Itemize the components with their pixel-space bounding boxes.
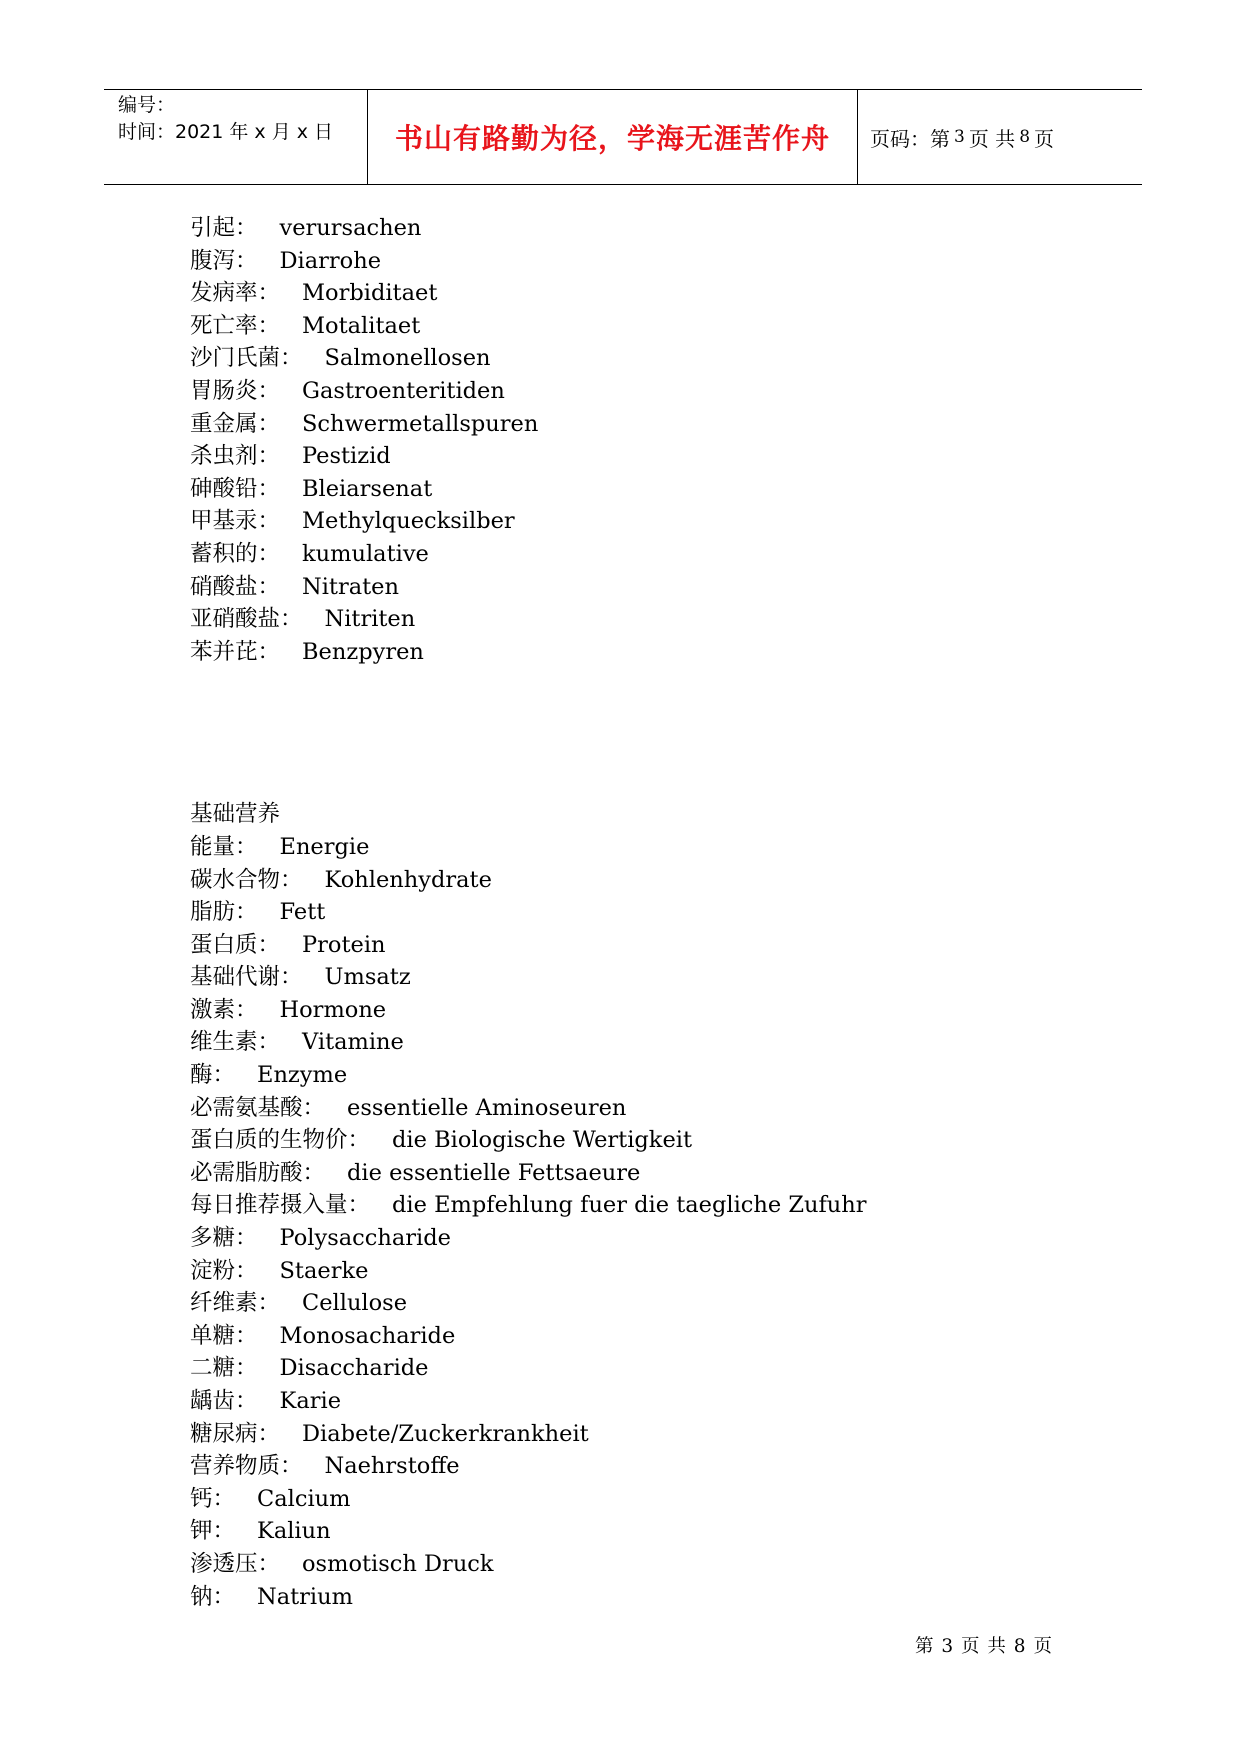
german-term: Polysaccharide xyxy=(279,1225,451,1252)
german-term: Pestizid xyxy=(302,443,391,470)
german-term: essentielle Aminoseuren xyxy=(347,1094,627,1121)
chinese-term: 多糖： xyxy=(190,1225,258,1252)
page-prefix: 页码：第 xyxy=(870,126,950,151)
vocab-row xyxy=(190,277,1090,310)
german-term: Staerke xyxy=(279,1257,369,1284)
page-suffix: 页 xyxy=(1034,126,1055,151)
chinese-term: 蛋白质： xyxy=(190,931,281,958)
chinese-term: 淀粉： xyxy=(190,1257,258,1284)
page-current: 3 xyxy=(954,127,965,147)
vocab-row xyxy=(190,473,1090,506)
section-gap xyxy=(190,668,1090,798)
chinese-term: 死亡率： xyxy=(190,312,281,339)
vocab-row xyxy=(190,375,1090,408)
vocab-row xyxy=(190,1026,1090,1059)
vocab-row xyxy=(190,636,1090,669)
vocab-row xyxy=(190,896,1090,929)
vocab-row xyxy=(190,831,1090,864)
vocab-row xyxy=(190,571,1090,604)
time-label: 时间：2021 年 x 月 x 日 xyxy=(118,121,334,143)
chinese-term: 营养物质： xyxy=(190,1453,303,1480)
german-term: Gastroenteritiden xyxy=(302,377,505,404)
german-term: Nitraten xyxy=(302,573,399,600)
chinese-term: 糖尿病： xyxy=(190,1420,281,1447)
vocab-row xyxy=(190,1255,1090,1288)
page-total: 8 xyxy=(1019,127,1031,147)
german-term: Cellulose xyxy=(302,1290,408,1317)
chinese-term: 渗透压： xyxy=(190,1550,281,1577)
chinese-term: 基础代谢： xyxy=(190,964,303,991)
vocab-row xyxy=(190,342,1090,375)
vocab-row xyxy=(190,505,1090,538)
vocab-row xyxy=(190,994,1090,1027)
vocab-row xyxy=(190,1059,1090,1092)
vocab-row xyxy=(190,1515,1090,1548)
chinese-term: 重金属： xyxy=(190,410,281,437)
vocab-row xyxy=(190,1320,1090,1353)
chinese-term: 亚硝酸盐： xyxy=(190,606,303,633)
chinese-term: 龋齿： xyxy=(190,1388,258,1414)
chinese-term: 酶： xyxy=(190,1062,236,1089)
chinese-term: 必需氨基酸： xyxy=(190,1094,326,1121)
german-term: Benzpyren xyxy=(302,638,424,665)
vocab-row xyxy=(190,1222,1090,1255)
vocab-row xyxy=(190,864,1090,897)
german-term: Enzyme xyxy=(257,1062,348,1089)
german-term: die Empfehlung fuer die taegliche Zufuhr xyxy=(392,1192,867,1219)
chinese-term: 引起： xyxy=(190,215,258,241)
vocab-row xyxy=(190,1092,1090,1125)
chinese-term: 二糖： xyxy=(190,1355,258,1382)
vocab-row xyxy=(190,1124,1090,1157)
german-term: Umsatz xyxy=(324,964,411,991)
chinese-term: 腹泻： xyxy=(190,247,258,274)
vocabulary-list-1 xyxy=(190,212,1090,668)
section-title: 基础营养 xyxy=(190,801,281,828)
vocab-row xyxy=(190,1287,1090,1320)
chinese-term: 每日推荐摄入量： xyxy=(190,1192,371,1219)
vocab-row xyxy=(190,961,1090,994)
vocab-row xyxy=(190,212,1090,245)
chinese-term: 必需脂肪酸： xyxy=(190,1159,326,1186)
german-term: Calcium xyxy=(257,1485,351,1512)
chinese-term: 杀虫剂： xyxy=(190,443,281,470)
vocabulary-list-2 xyxy=(190,831,1090,1613)
german-term: die Biologische Wertigkeit xyxy=(392,1127,692,1154)
vocab-row xyxy=(190,440,1090,473)
german-term: Kaliun xyxy=(257,1518,331,1545)
chinese-term: 钙： xyxy=(190,1485,236,1512)
vocab-row xyxy=(190,1450,1090,1483)
german-term: Kohlenhydrate xyxy=(324,866,492,893)
chinese-term: 砷酸铅： xyxy=(190,475,281,502)
vocab-row xyxy=(190,1581,1090,1614)
german-term: Methylquecksilber xyxy=(302,508,515,535)
vocab-row xyxy=(190,408,1090,441)
chinese-term: 维生素： xyxy=(190,1029,281,1056)
german-term: Hormone xyxy=(279,996,387,1023)
german-term: Protein xyxy=(302,931,386,958)
vocab-row xyxy=(190,310,1090,343)
german-term: die essentielle Fettsaeure xyxy=(347,1159,641,1186)
vocab-row xyxy=(190,929,1090,962)
german-term: kumulative xyxy=(302,540,429,567)
german-term: Bleiarsenat xyxy=(302,475,433,502)
chinese-term: 蓄积的： xyxy=(190,540,281,567)
chinese-term: 苯并芘： xyxy=(190,638,281,665)
header-page-info xyxy=(858,90,1142,184)
chinese-term: 单糖： xyxy=(190,1322,258,1349)
german-term: Naehrstoffe xyxy=(324,1453,460,1480)
header-meta xyxy=(104,90,368,184)
page-mid: 页 共 xyxy=(968,126,1016,151)
vocab-row xyxy=(190,1548,1090,1581)
chinese-term: 纤维素： xyxy=(190,1290,281,1317)
german-term: Motalitaet xyxy=(302,312,421,339)
header-motto: 书山有路勤为径，学海无涯苦作舟 xyxy=(368,90,858,184)
vocab-row xyxy=(190,1189,1090,1222)
chinese-term: 蛋白质的生物价： xyxy=(190,1127,371,1154)
german-term: Karie xyxy=(279,1388,342,1414)
german-term: verursachen xyxy=(279,215,422,241)
number-label: 编号： xyxy=(118,94,176,116)
vocab-row xyxy=(190,1418,1090,1451)
german-term: Energie xyxy=(279,833,370,860)
german-term: Monosacharide xyxy=(279,1322,456,1349)
vocab-row xyxy=(190,1483,1090,1516)
german-term: Nitriten xyxy=(324,606,416,633)
vocab-row xyxy=(190,245,1090,278)
german-term: Diarrohe xyxy=(279,247,382,274)
german-term: Disaccharide xyxy=(279,1355,429,1382)
german-term: Natrium xyxy=(257,1583,353,1610)
german-term: Diabete/Zuckerkrankheit xyxy=(302,1420,589,1447)
chinese-term: 钾： xyxy=(190,1518,236,1545)
chinese-term: 碳水合物： xyxy=(190,866,303,893)
vocab-row xyxy=(190,603,1090,636)
chinese-term: 胃肠炎： xyxy=(190,377,281,404)
chinese-term: 钠： xyxy=(190,1583,236,1610)
document-body xyxy=(190,212,1090,1613)
chinese-term: 脂肪： xyxy=(190,899,258,926)
chinese-term: 硝酸盐： xyxy=(190,573,281,600)
german-term: Salmonellosen xyxy=(324,345,491,372)
vocab-row xyxy=(190,1157,1090,1190)
chinese-term: 甲基汞： xyxy=(190,508,281,535)
german-term: Morbiditaet xyxy=(302,280,438,307)
page-header xyxy=(104,89,1142,185)
german-term: osmotisch Druck xyxy=(302,1550,494,1577)
german-term: Schwermetallspuren xyxy=(302,410,539,437)
chinese-term: 沙门氏菌： xyxy=(190,345,303,372)
page-footer: 第 3 页 共 8 页 xyxy=(915,1636,1053,1657)
chinese-term: 能量： xyxy=(190,833,258,860)
german-term: Vitamine xyxy=(302,1029,404,1056)
vocab-row xyxy=(190,538,1090,571)
vocab-row xyxy=(190,1352,1090,1385)
chinese-term: 激素： xyxy=(190,996,258,1023)
vocab-row xyxy=(190,1385,1090,1418)
chinese-term: 发病率： xyxy=(190,280,281,307)
german-term: Fett xyxy=(279,899,326,926)
